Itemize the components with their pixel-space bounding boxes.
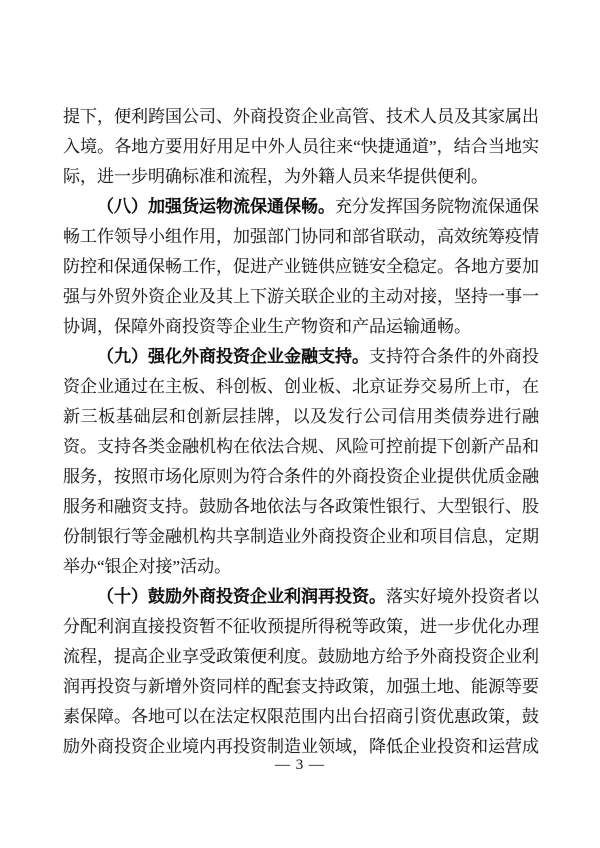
document-body: [63, 102, 539, 762]
page-number: — 3 —: [275, 757, 325, 773]
paragraph-section-10: [63, 582, 539, 762]
section-heading-9: （九）强化外商投资企业金融支持。: [97, 347, 369, 366]
paragraph-section-9: [63, 342, 539, 582]
paragraph-text: 充分发挥国务院物流保通保畅工作领导小组作用，加强部门协同和部省联动，高效统筹疫情防控和保通保畅工作，促进产业链供应链安全稳定。各地方要加强与外贸外资企业及其上下游关联企业的主动对接，坚持一事一协调，保障外商投资等企业生产物资和产品运输通畅。: [63, 197, 539, 336]
paragraph-section-8: [63, 192, 539, 342]
paragraph-text: 提下，便利跨国公司、外商投资企业高管、技术人员及其家属出入境。各地方要用好用足中外人员往来“快捷通道”，结合当地实际，进一步明确标准和流程，为外籍人员来华提供便利。: [63, 107, 539, 186]
paragraph-continuation: [63, 102, 539, 192]
paragraph-text: 支持符合条件的外商投资企业通过在主板、科创板、创业板、北京证券交易所上市，在新三板基础层和创新层挂牌，以及发行公司信用类债券进行融资。支持各类金融机构在依法合规、风险可控前提下创新产品和服务，按照市场化原则为符合条件的外商投资企业提供优质金融服务和融资支持。鼓励各地依法与各政策性银行、大型银行、股份制银行等金融机构共享制造业外商投资企业和项目信息，定期举办“银企对接”活动。: [63, 347, 539, 576]
section-heading-8: （八）加强货运物流保通保畅。: [97, 197, 335, 216]
paragraph-text: 落实好境外投资者以分配利润直接投资暂不征收预提所得税等政策，进一步优化办理流程，提高企业享受政策便利度。鼓励地方给予外商投资企业利润再投资与新增外资同样的配套支持政策，加强土地、能源等要素保障。各地可以在法定权限范围内出台招商引资优惠政策，鼓励外商投资企业境内再投资制造业领域，降低企业投资和运营成: [63, 587, 539, 756]
section-heading-10: （十）鼓励外商投资企业利润再投资。: [97, 587, 386, 606]
